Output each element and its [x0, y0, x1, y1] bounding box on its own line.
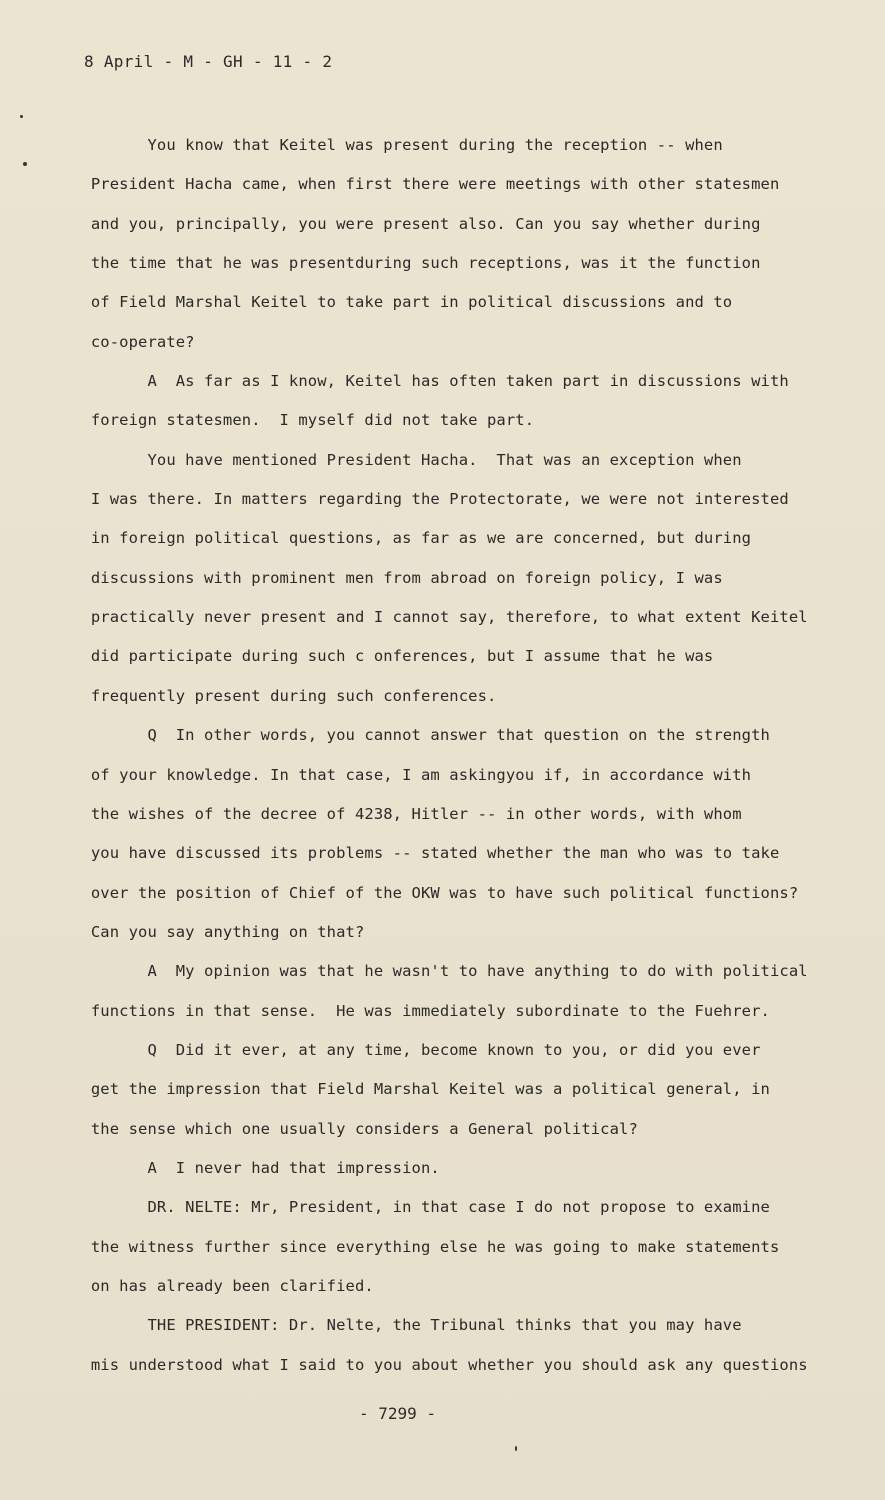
- page-header-ref: 8 April - M - GH - 11 - 2: [84, 52, 333, 71]
- transcript-line: the time that he was presentduring such receptions, was it the function: [72, 254, 761, 273]
- transcript-line: of your knowledge. In that case, I am askingyou if, in accordance with: [72, 765, 752, 784]
- margin-mark: [23, 162, 27, 166]
- transcript-line: over the position of Chief of the OKW was to have such political functions?: [72, 883, 799, 902]
- transcript-line: A I never had that impression.: [72, 1158, 440, 1177]
- transcript-body: [72, 126, 812, 1385]
- transcript-line: and you, principally, you were present also. Can you say whether during: [72, 214, 761, 233]
- transcript-line: A As far as I know, Keitel has often taken part in discussions with: [72, 372, 789, 391]
- transcript-line: You have mentioned President Hacha. That was an exception when: [72, 450, 742, 469]
- transcript-line: discussions with prominent men from abroad on foreign policy, I was: [72, 568, 723, 587]
- transcript-line: of Field Marshal Keitel to take part in political discussions and to: [72, 293, 733, 312]
- transcript-line: did participate during such c onferences, but I assume that he was: [72, 647, 714, 666]
- transcript-line: THE PRESIDENT: Dr. Nelte, the Tribunal thinks that you may have: [72, 1316, 742, 1335]
- transcript-line: A My opinion was that he wasn't to have anything to do with political: [72, 962, 808, 981]
- transcript-line: I was there. In matters regarding the Protectorate, we were not interested: [72, 490, 789, 509]
- transcript-line: practically never present and I cannot say, therefore, to what extent Keitel: [72, 608, 808, 627]
- transcript-line: functions in that sense. He was immediately subordinate to the Fuehrer.: [72, 1001, 770, 1020]
- transcript-line: you have discussed its problems -- stated whether the man who was to take: [72, 844, 780, 863]
- page-number: - 7299 -: [358, 1404, 437, 1423]
- transcript-line: foreign statesmen. I myself did not take part.: [72, 411, 535, 430]
- transcript-line: Q Did it ever, at any time, become known to you, or did you ever: [72, 1040, 761, 1059]
- transcript-line: the sense which one usually considers a General political?: [72, 1119, 638, 1138]
- margin-mark: [515, 1446, 517, 1451]
- transcript-line: DR. NELTE: Mr, President, in that case I do not propose to examine: [72, 1198, 770, 1217]
- transcript-line: the witness further since everything else he was going to make statements: [72, 1237, 780, 1256]
- margin-mark: [20, 115, 23, 118]
- transcript-line: You know that Keitel was present during the reception -- when: [72, 136, 723, 154]
- transcript-line: get the impression that Field Marshal Keitel was a political general, in: [72, 1080, 770, 1099]
- transcript-line: the wishes of the decree of 4238, Hitler -- in other words, with whom: [72, 804, 742, 823]
- transcript-line: frequently present during such conferences.: [72, 686, 497, 705]
- transcript-line: co-operate?: [72, 332, 195, 351]
- transcript-line: mis understood what I said to you about whether you should ask any questions: [72, 1355, 808, 1374]
- transcript-line: Can you say anything on that?: [72, 922, 365, 941]
- transcript-line: President Hacha came, when first there were meetings with other statesmen: [72, 175, 780, 194]
- transcript-line: on has already been clarified.: [72, 1276, 374, 1295]
- transcript-line: Q In other words, you cannot answer that question on the strength: [72, 726, 770, 745]
- transcript-line: in foreign political questions, as far as we are concerned, but during: [72, 529, 752, 548]
